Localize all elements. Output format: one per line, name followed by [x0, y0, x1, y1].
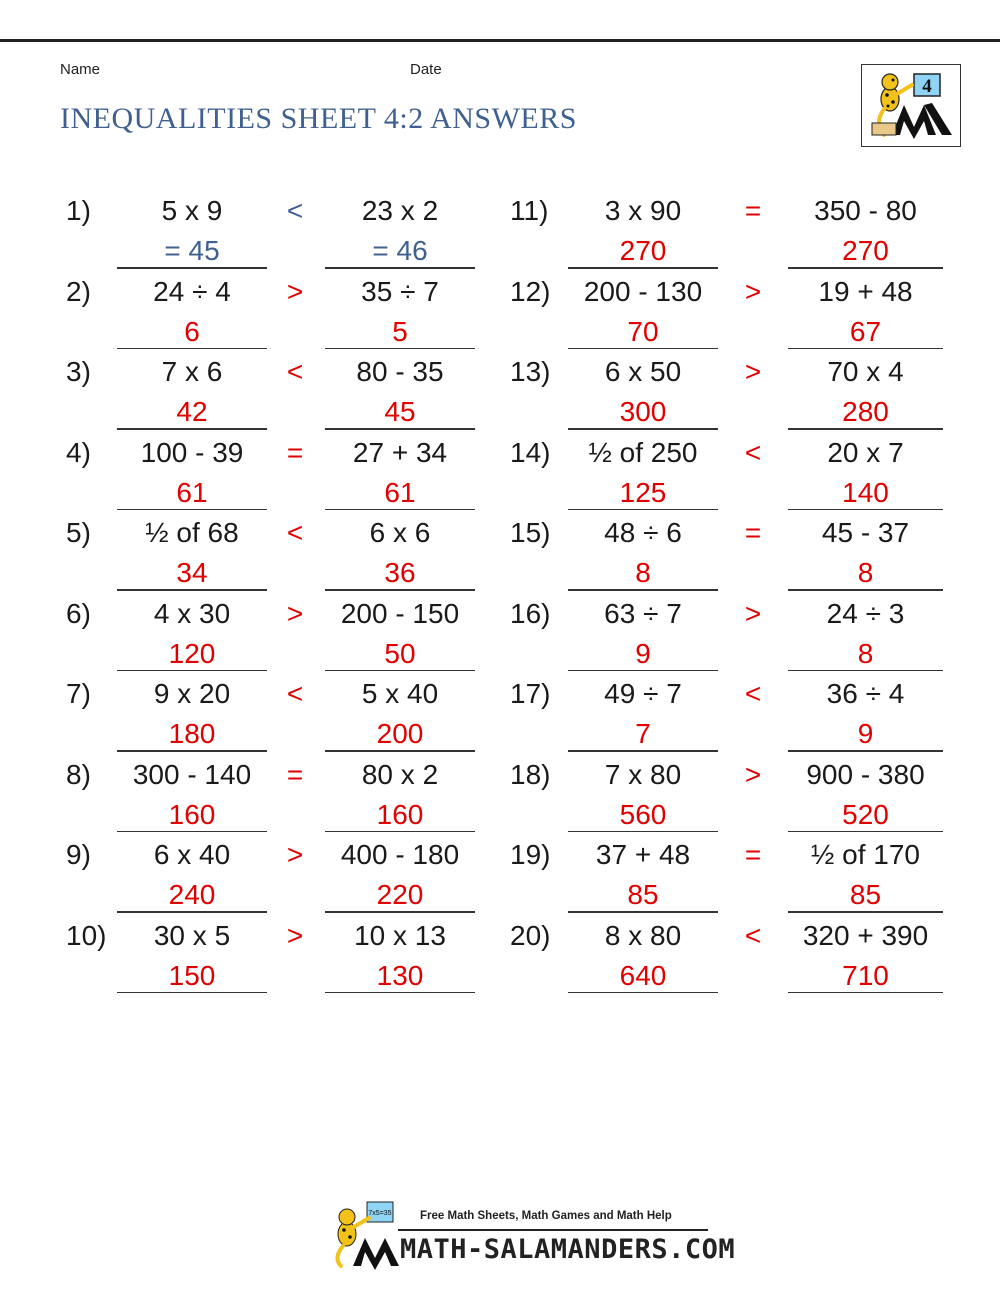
answer-line — [788, 992, 943, 994]
problem-number: 14) — [510, 436, 551, 468]
right-expression: 320 + 390 — [802, 919, 929, 951]
right-expression: 19 + 48 — [818, 275, 913, 307]
problem-number: 9) — [66, 839, 91, 870]
problem-number: 2) — [66, 275, 91, 307]
left-answer: 70 — [627, 315, 659, 347]
problem-number: 15) — [510, 517, 551, 548]
problem-number: 20) — [510, 919, 551, 951]
comparison-symbol: = — [286, 436, 304, 468]
problem-number: 10) — [66, 919, 107, 951]
left-expression: 63 ÷ 7 — [604, 597, 682, 629]
problem-number: 7) — [66, 678, 91, 709]
right-answer: 67 — [849, 315, 882, 347]
problem-row — [0, 508, 1000, 588]
comparison-symbol: = — [744, 195, 762, 226]
footer-tagline: Free Math Sheets, Math Games and Math Help — [420, 1210, 672, 1222]
comparison-symbol: < — [286, 195, 304, 226]
problem-row — [0, 186, 1000, 266]
problem-row — [0, 347, 1000, 427]
right-expression: 400 - 180 — [340, 839, 460, 870]
right-expression: 45 - 37 — [821, 517, 910, 548]
right-expression: 35 ÷ 7 — [361, 275, 439, 307]
comparison-symbol: > — [744, 356, 762, 387]
left-expression: 24 ÷ 4 — [153, 275, 231, 307]
left-expression: 6 x 50 — [604, 356, 682, 387]
problem-row — [0, 911, 1000, 991]
comparison-symbol: < — [744, 919, 762, 951]
left-expression: 7 x 80 — [604, 758, 682, 790]
left-expression: 100 - 39 — [140, 436, 244, 468]
left-answer: 61 — [176, 476, 208, 508]
left-answer: 125 — [619, 476, 667, 508]
problem-number: 3) — [66, 356, 91, 387]
comparison-symbol: > — [286, 839, 304, 870]
right-expression: 900 - 380 — [806, 758, 925, 790]
left-expression: 8 x 80 — [604, 919, 682, 951]
answer-line — [325, 992, 475, 994]
right-expression: 70 x 4 — [827, 356, 904, 387]
right-answer: 36 — [384, 557, 416, 588]
right-answer: 270 — [842, 235, 889, 266]
answer-line — [568, 992, 718, 994]
right-answer: 61 — [384, 476, 416, 508]
problem-row — [0, 267, 1000, 347]
right-expression: 5 x 40 — [361, 678, 439, 709]
right-answer: 50 — [384, 637, 416, 669]
comparison-symbol: < — [286, 517, 304, 548]
right-answer: 130 — [376, 959, 424, 991]
right-answer: 710 — [842, 959, 889, 991]
problem-number: 1) — [66, 195, 91, 226]
right-expression: 24 ÷ 3 — [826, 597, 905, 629]
right-answer: = 46 — [372, 235, 428, 266]
right-answer: 160 — [376, 798, 424, 830]
problem-number: 4) — [66, 436, 91, 468]
right-expression: 36 ÷ 4 — [826, 678, 905, 709]
comparison-symbol: > — [744, 758, 762, 790]
page-title: INEQUALITIES SHEET 4:2 ANSWERS — [60, 102, 577, 135]
left-expression: 48 ÷ 6 — [604, 517, 682, 548]
comparison-symbol: > — [286, 919, 304, 951]
comparison-symbol: < — [286, 678, 304, 709]
problem-row — [0, 428, 1000, 508]
left-answer: 85 — [627, 879, 659, 910]
left-answer: 7 — [635, 718, 651, 749]
right-expression: 27 + 34 — [352, 436, 448, 468]
left-expression: 4 x 30 — [153, 597, 231, 629]
problem-row — [0, 589, 1000, 669]
comparison-symbol: > — [744, 597, 762, 629]
right-answer: 520 — [842, 798, 889, 830]
right-answer: 200 — [376, 718, 424, 749]
footer-rule — [398, 1229, 708, 1231]
problem-row — [0, 830, 1000, 910]
left-answer: 8 — [635, 557, 651, 588]
right-answer: 8 — [857, 637, 874, 669]
left-answer: 42 — [176, 396, 208, 427]
comparison-symbol: = — [744, 517, 762, 548]
right-expression: 80 x 2 — [361, 758, 439, 790]
comparison-symbol: > — [286, 597, 304, 629]
left-answer: 34 — [176, 557, 208, 588]
left-expression: 6 x 40 — [153, 839, 231, 870]
problem-number: 11) — [510, 195, 549, 226]
right-answer: 45 — [384, 396, 416, 427]
right-expression: 20 x 7 — [827, 436, 904, 468]
problem-number: 8) — [66, 758, 91, 790]
right-expression: 200 - 150 — [340, 597, 460, 629]
right-expression: 6 x 6 — [369, 517, 431, 548]
left-answer: 240 — [168, 879, 216, 910]
comparison-symbol: < — [744, 436, 762, 468]
name-label: Name — [60, 61, 101, 78]
right-expression: 80 - 35 — [356, 356, 444, 387]
answer-line — [117, 992, 267, 994]
left-expression: 5 x 9 — [161, 195, 223, 226]
comparison-symbol: = — [286, 758, 304, 790]
left-answer: 640 — [619, 959, 667, 991]
right-answer: 9 — [857, 718, 874, 749]
comparison-symbol: < — [286, 356, 304, 387]
left-expression: ½ of 250 — [588, 436, 698, 468]
salamander-logo — [861, 64, 961, 147]
right-expression: 350 - 80 — [814, 195, 917, 226]
left-answer: 120 — [168, 637, 216, 669]
comparison-symbol: = — [744, 839, 762, 870]
problem-number: 6) — [66, 597, 91, 629]
left-expression: 300 - 140 — [132, 758, 252, 790]
footer-site-name: MATH-SALAMANDERS.COM — [400, 1234, 736, 1265]
left-expression: 49 ÷ 7 — [604, 678, 682, 709]
problem-number: 13) — [510, 356, 551, 387]
problem-number: 16) — [510, 597, 551, 629]
left-expression: 200 - 130 — [583, 275, 703, 307]
left-expression: 3 x 90 — [604, 195, 682, 226]
problem-number: 12) — [510, 275, 551, 307]
left-expression: 7 x 6 — [161, 356, 223, 387]
date-label: Date — [410, 61, 442, 78]
problem-number: 18) — [510, 758, 551, 790]
problem-row — [0, 669, 1000, 749]
problem-number: 5) — [66, 517, 91, 548]
problem-row — [0, 750, 1000, 830]
left-answer: 180 — [168, 718, 216, 749]
right-answer: 220 — [376, 879, 424, 910]
grade-badge: 4 — [922, 76, 932, 97]
right-answer: 280 — [842, 396, 889, 427]
right-expression: ½ of 170 — [811, 839, 920, 870]
left-expression: 37 + 48 — [595, 839, 691, 870]
problem-number: 17) — [510, 678, 551, 709]
left-answer: 270 — [619, 235, 667, 266]
right-answer: 5 — [392, 315, 408, 347]
left-answer: 300 — [619, 396, 667, 427]
top-rule — [0, 39, 1000, 42]
left-expression: ½ of 68 — [145, 517, 239, 548]
problem-number: 19) — [510, 839, 551, 870]
right-answer: 85 — [849, 879, 882, 910]
right-answer: 140 — [842, 476, 889, 508]
left-answer: 160 — [168, 798, 216, 830]
comparison-symbol: > — [286, 275, 304, 307]
left-expression: 9 x 20 — [153, 678, 231, 709]
footer-salamander-icon — [325, 1200, 405, 1270]
comparison-symbol: < — [744, 678, 762, 709]
right-expression: 10 x 13 — [354, 919, 446, 951]
comparison-symbol: > — [744, 275, 762, 307]
left-answer: 560 — [619, 798, 667, 830]
right-answer: 8 — [857, 557, 874, 588]
left-answer: 6 — [184, 315, 200, 347]
left-answer: 150 — [168, 959, 216, 991]
left-answer: = 45 — [164, 235, 220, 266]
left-answer: 9 — [635, 637, 651, 669]
right-expression: 23 x 2 — [361, 195, 439, 226]
left-expression: 30 x 5 — [153, 919, 231, 951]
footer-badge-text: 7x5=35 — [368, 1210, 392, 1217]
